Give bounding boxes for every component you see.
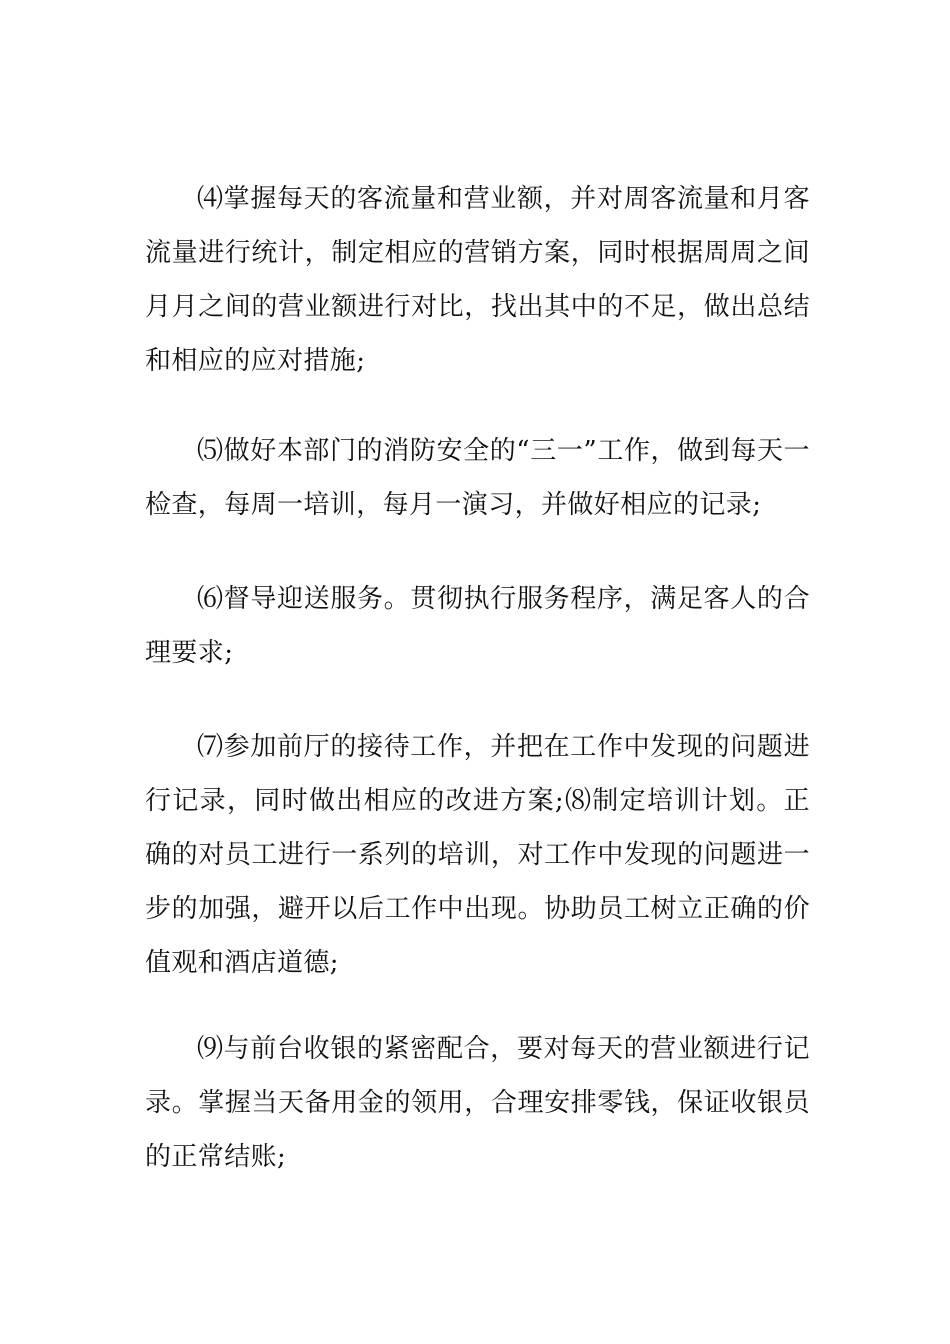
paragraph-9: ⑼与前台收银的紧密配合，要对每天的营业额进行记录。掌握当天备用金的领用，合理安排零钱，保证收银员的正常结账; (145, 1034, 810, 1172)
paragraph-6: ⑹督导迎送服务。贯彻执行服务程序，满足客人的合理要求; (145, 584, 810, 668)
paragraph-4: ⑷掌握每天的客流量和营业额，并对周客流量和月客流量进行统计，制定相应的营销方案，同时根据周周之间月月之间的营业额进行对比，找出其中的不足，做出总结和相应的应对措施; (145, 184, 810, 376)
paragraph-7-8: ⑺参加前厅的接待工作，并把在工作中发现的问题进行记录，同时做出相应的改进方案;⑻制定培训计划。正确的对员工进行一系列的培训，对工作中发现的问题进一步的加强，避开以后工作中出现。协助员工树立正确的价值观和酒店道德; (145, 732, 810, 978)
paragraph-5: ⑸做好本部门的消防安全的“三一”工作，做到每天一检查，每周一培训，每月一演习，并做好相应的记录; (145, 436, 810, 520)
